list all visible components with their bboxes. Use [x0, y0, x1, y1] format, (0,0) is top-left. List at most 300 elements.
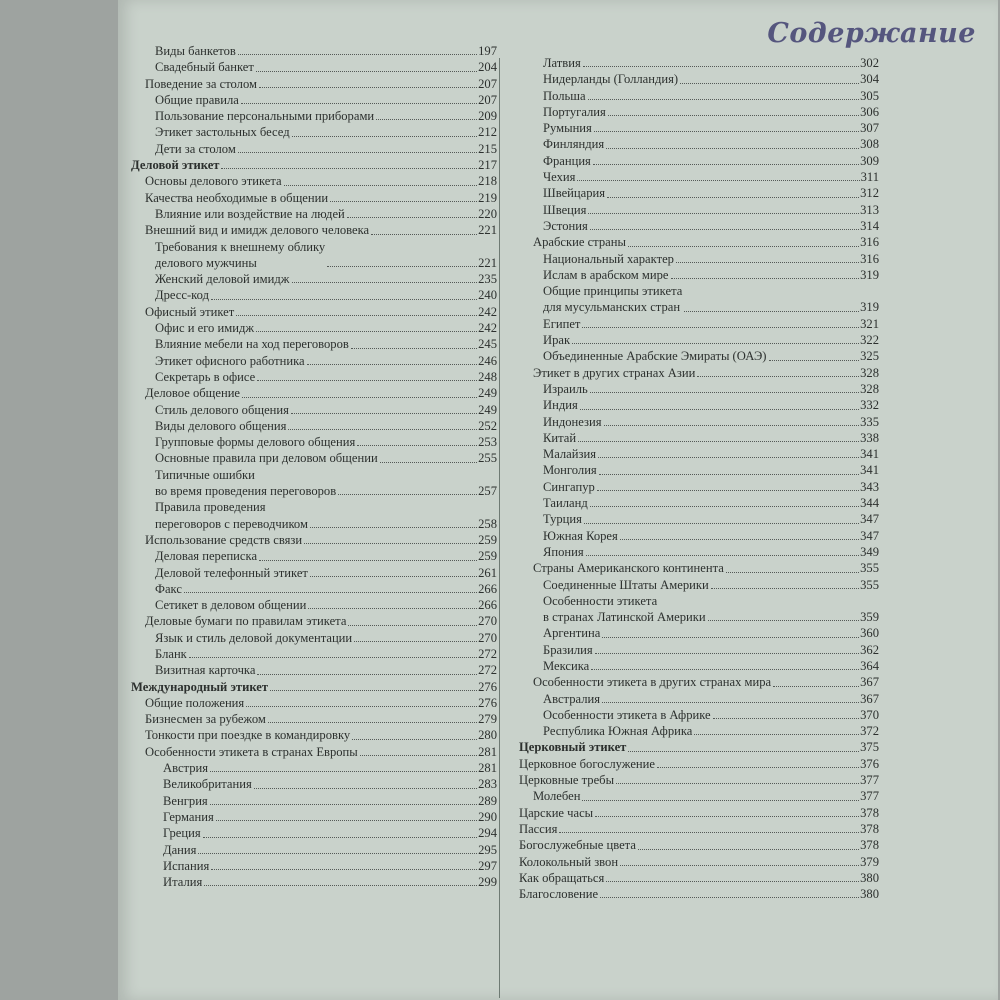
dot-leader: [204, 885, 477, 886]
toc-entry: [519, 218, 879, 234]
toc-entry-title: Офисный этикет: [145, 304, 235, 319]
toc-entry-title: Правила проведения переговоров с переводчиком: [155, 500, 308, 531]
toc-entry: [519, 870, 879, 886]
toc-entry: [519, 723, 879, 739]
toc-entry-title: Богослужебные цвета: [519, 838, 636, 853]
toc-entry-title: Стиль делового общения: [155, 402, 289, 417]
toc-entry: [131, 450, 497, 466]
toc-entry: [519, 136, 879, 152]
toc-entry-page-number: 341: [860, 463, 879, 478]
dot-leader: [628, 246, 859, 247]
dot-leader: [680, 83, 859, 84]
toc-entry-title: Германия: [163, 809, 214, 824]
dot-leader: [184, 592, 477, 593]
toc-entry-title: Групповые формы делового общения: [155, 435, 356, 450]
toc-entry-page-number: 266: [478, 581, 497, 596]
toc-entry-page-number: 259: [478, 549, 497, 564]
dot-leader: [238, 54, 477, 55]
dot-leader: [189, 657, 477, 658]
toc-entry-title: Виды делового общения: [155, 418, 287, 433]
toc-entry-page-number: 328: [860, 381, 879, 396]
dot-leader: [360, 755, 477, 756]
toc-entry: [519, 560, 879, 576]
dot-leader: [595, 816, 859, 817]
toc-entry-title: Офис и его имидж: [155, 321, 255, 336]
dot-leader: [606, 148, 859, 149]
toc-entry-page-number: 347: [860, 528, 879, 543]
toc-entry-page-number: 377: [860, 773, 879, 788]
dot-leader: [268, 722, 477, 723]
toc-entry-title: Особенности этикета в странах Европы: [145, 744, 358, 759]
toc-entry-title: Качества необходимые в общении: [145, 190, 329, 205]
toc-entry-page-number: 242: [478, 321, 497, 336]
toc-entry-title: Виды банкетов: [155, 44, 236, 58]
toc-entry-page-number: 378: [860, 821, 879, 836]
dot-leader: [711, 588, 859, 589]
dot-leader: [288, 429, 477, 430]
toc-entry-title: Греция: [163, 826, 201, 841]
toc-entry-page-number: 316: [860, 235, 879, 250]
toc-entry: [131, 385, 497, 401]
toc-entry: [519, 658, 879, 674]
dot-leader: [292, 282, 478, 283]
toc-entry-page-number: 347: [860, 512, 879, 527]
toc-entry-page-number: 309: [860, 153, 879, 168]
toc-entry-title: Свадебный банкет: [155, 60, 254, 75]
toc-list-left: [131, 43, 497, 890]
toc-entry: [131, 776, 497, 792]
toc-entry-title: Дресс-код: [155, 288, 209, 303]
toc-entry: [519, 593, 879, 626]
toc-entry-title: Этикет застольных бесед: [155, 125, 290, 140]
toc-entry-page-number: 344: [860, 496, 879, 511]
toc-entry-title: Основные правила при деловом общении: [155, 451, 378, 466]
dot-leader: [259, 560, 477, 561]
toc-entry-title: Факс: [155, 581, 182, 596]
toc-entry-page-number: 319: [860, 267, 879, 282]
toc-entry-page-number: 204: [478, 60, 497, 75]
toc-entry: [131, 206, 497, 222]
toc-entry: [519, 495, 879, 511]
toc-entry-title: Латвия: [543, 56, 581, 70]
toc-entry-title: Использование средств связи: [145, 532, 303, 547]
toc-entry-page-number: 245: [478, 337, 497, 352]
toc-entry-page-number: 276: [478, 695, 497, 710]
toc-entry: [519, 691, 879, 707]
toc-entry: [519, 397, 879, 413]
toc-entry-page-number: 221: [478, 255, 497, 270]
toc-entry: [131, 793, 497, 809]
dot-leader: [257, 674, 477, 675]
toc-entry-title: Дания: [163, 842, 197, 857]
dot-leader: [586, 555, 859, 556]
toc-entry-page-number: 304: [860, 72, 879, 87]
toc-entry: [131, 43, 497, 59]
toc-entry: [519, 381, 879, 397]
page-title: Содержание: [767, 18, 976, 49]
toc-entry: [131, 695, 497, 711]
toc-entry-page-number: 219: [478, 190, 497, 205]
toc-entry: [131, 336, 497, 352]
toc-entry-page-number: 207: [478, 76, 497, 91]
toc-entry: [519, 479, 879, 495]
dot-leader: [606, 881, 859, 882]
toc-entry-page-number: 376: [860, 756, 879, 771]
toc-entry-title: Влияние или воздействие на людей: [155, 206, 345, 221]
toc-entry-title: Как обращаться: [519, 870, 605, 885]
toc-entry-title: Эстония: [543, 218, 588, 233]
toc-entry-page-number: 355: [860, 577, 879, 592]
toc-entry-page-number: 332: [860, 398, 879, 413]
toc-entry: [519, 365, 879, 381]
toc-section-heading: [519, 739, 879, 755]
dot-leader: [354, 641, 477, 642]
toc-entry-title: Сингапур: [543, 479, 595, 494]
toc-entry: [131, 613, 497, 629]
dot-leader: [620, 865, 859, 866]
toc-entry-title: Великобритания: [163, 777, 252, 792]
toc-entry-page-number: 294: [478, 826, 497, 841]
toc-entry-page-number: 221: [478, 223, 497, 238]
toc-entry: [131, 581, 497, 597]
toc-entry: [131, 76, 497, 92]
toc-entry-page-number: 248: [478, 369, 497, 384]
toc-entry-title: Деловой телефонный этикет: [155, 565, 308, 580]
toc-entry-title: Церковное богослужение: [519, 756, 655, 771]
dot-leader: [210, 804, 477, 805]
toc-entry-page-number: 220: [478, 206, 497, 221]
toc-entry: [131, 59, 497, 75]
toc-entry-title: Арабские страны: [533, 235, 626, 250]
toc-entry-page-number: 197: [478, 44, 497, 58]
toc-entry-page-number: 321: [860, 316, 879, 331]
toc-entry: [519, 462, 879, 478]
dot-leader: [638, 849, 859, 850]
dot-leader: [380, 462, 477, 463]
dot-leader: [221, 168, 477, 169]
toc-entry: [131, 646, 497, 662]
toc-entry: [519, 430, 879, 446]
toc-entry-page-number: 355: [860, 561, 879, 576]
toc-entry: [131, 597, 497, 613]
toc-entry: [519, 642, 879, 658]
toc-entry: [519, 837, 879, 853]
toc-entry-title: Испания: [163, 858, 210, 873]
toc-entry-page-number: 249: [478, 402, 497, 417]
toc-entry-page-number: 209: [478, 109, 497, 124]
toc-entry-title: Швеция: [543, 202, 587, 217]
toc-entry-title: Китай: [543, 430, 577, 445]
dot-leader: [604, 425, 860, 426]
toc-entry-title: Финляндия: [543, 137, 605, 152]
dot-leader: [292, 136, 477, 137]
toc-entry-page-number: 313: [860, 202, 879, 217]
dot-leader: [591, 669, 859, 670]
dot-leader: [590, 229, 859, 230]
toc-entry-title: Особенности этикета в других странах мира: [533, 675, 772, 690]
toc-entry: [519, 316, 879, 332]
toc-entry-title: Страны Американского континента: [533, 561, 724, 576]
toc-entry: [131, 124, 497, 140]
toc-entry-title: Нидерланды (Голландия): [543, 72, 679, 87]
toc-entry-title: Япония: [543, 544, 584, 559]
dot-leader: [257, 380, 477, 381]
dot-leader: [284, 185, 478, 186]
toc-entry-page-number: 364: [860, 658, 879, 673]
dot-leader: [593, 164, 859, 165]
toc-entry-title: Пользование персональными приборами: [155, 109, 375, 124]
toc-entry: [131, 842, 497, 858]
dot-leader: [357, 445, 477, 446]
toc-entry-page-number: 316: [860, 251, 879, 266]
toc-entry-page-number: 360: [860, 626, 879, 641]
toc-entry-page-number: 207: [478, 92, 497, 107]
toc-entry: [519, 674, 879, 690]
toc-entry-title: Церковный этикет: [519, 740, 627, 755]
toc-entry-title: Национальный характер: [543, 251, 674, 266]
dot-leader: [599, 474, 859, 475]
toc-entry: [519, 169, 879, 185]
toc-entry-page-number: 377: [860, 789, 879, 804]
toc-entry: [131, 190, 497, 206]
toc-entry: [131, 825, 497, 841]
toc-entry-title: Международный этикет: [131, 679, 269, 694]
toc-entry-title: Молебен: [533, 789, 581, 804]
book-page: [118, 0, 998, 1000]
dot-leader: [600, 897, 859, 898]
dot-leader: [371, 234, 477, 235]
toc-entry: [519, 511, 879, 527]
toc-left-column: [131, 43, 497, 890]
dot-leader: [580, 409, 859, 410]
toc-entry-title: Таиланд: [543, 496, 588, 511]
toc-entry-title: Деловое общение: [145, 386, 241, 401]
dot-leader: [582, 800, 859, 801]
dot-leader: [338, 494, 477, 495]
dot-leader: [595, 653, 859, 654]
toc-entry-title: Благословение: [519, 887, 599, 902]
toc-entry-title: Ирак: [543, 333, 571, 348]
toc-entry: [131, 727, 497, 743]
dot-leader: [376, 119, 477, 120]
toc-entry: [519, 153, 879, 169]
toc-entry-title: Италия: [163, 875, 203, 890]
toc-entry-title: Общие положения: [145, 695, 245, 710]
toc-entry-page-number: 325: [860, 349, 879, 364]
toc-entry-page-number: 270: [478, 614, 497, 629]
toc-entry: [131, 499, 497, 532]
toc-entry-title: Деловой этикет: [131, 158, 220, 173]
toc-entry-title: Царские часы: [519, 805, 594, 820]
toc-entry: [131, 92, 497, 108]
toc-entry: [131, 711, 497, 727]
toc-section-heading: [131, 157, 497, 173]
toc-entry-title: Румыния: [543, 121, 592, 136]
toc-entry: [519, 332, 879, 348]
toc-entry-title: Бизнесмен за рубежом: [145, 712, 266, 727]
column-divider: [499, 58, 500, 998]
toc-entry-page-number: 341: [860, 447, 879, 462]
toc-entry: [519, 71, 879, 87]
toc-entry-title: Бразилия: [543, 642, 593, 657]
dot-leader: [304, 543, 477, 544]
toc-section-heading: [131, 679, 497, 695]
toc-entry: [131, 108, 497, 124]
toc-entry: [131, 239, 497, 272]
dot-leader: [210, 771, 477, 772]
toc-entry-page-number: 343: [860, 479, 879, 494]
toc-entry-page-number: 297: [478, 858, 497, 873]
dot-leader: [602, 637, 859, 638]
toc-entry-title: Соединенные Штаты Америки: [543, 577, 709, 592]
dot-leader: [694, 734, 859, 735]
dot-leader: [330, 201, 477, 202]
toc-entry-page-number: 378: [860, 838, 879, 853]
toc-entry-title: Особенности этикета в Африке: [543, 707, 711, 722]
toc-entry: [131, 630, 497, 646]
dot-leader: [713, 718, 859, 719]
toc-entry-page-number: 235: [478, 272, 497, 287]
toc-entry-page-number: 280: [478, 728, 497, 743]
dot-leader: [348, 625, 477, 626]
toc-entry: [131, 565, 497, 581]
toc-entry-title: Тонкости при поездке в командировку: [145, 728, 351, 743]
toc-entry-title: Турция: [543, 512, 582, 527]
toc-entry-page-number: 290: [478, 809, 497, 824]
toc-entry-title: Египет: [543, 316, 581, 331]
dot-leader: [582, 327, 859, 328]
toc-entry-title: Типичные ошибки во время проведения переговоров: [155, 467, 337, 499]
toc-entry-page-number: 372: [860, 724, 879, 739]
toc-entry-page-number: 242: [478, 304, 497, 319]
dot-leader: [620, 539, 859, 540]
toc-entry: [519, 577, 879, 593]
dot-leader: [697, 376, 859, 377]
dot-leader: [256, 71, 477, 72]
toc-entry-page-number: 258: [478, 516, 497, 531]
toc-entry: [131, 467, 497, 500]
toc-entry: [519, 544, 879, 560]
toc-entry-title: Этикет офисного работника: [155, 353, 305, 368]
toc-entry: [131, 287, 497, 303]
toc-entry-title: Швейцария: [543, 186, 606, 201]
toc-entry-page-number: 359: [860, 610, 879, 625]
toc-entry: [519, 348, 879, 364]
toc-entry: [131, 320, 497, 336]
dot-leader: [597, 490, 859, 491]
toc-list-right: [519, 55, 879, 902]
toc-entry-title: Влияние мебели на ход переговоров: [155, 337, 349, 352]
dot-leader: [270, 690, 477, 691]
dot-leader: [347, 217, 477, 218]
toc-entry-page-number: 375: [860, 740, 879, 755]
toc-entry-page-number: 255: [478, 451, 497, 466]
dot-leader: [198, 853, 477, 854]
toc-entry-title: Секретарь в офисе: [155, 369, 256, 384]
toc-entry: [131, 222, 497, 238]
dot-leader: [310, 527, 477, 528]
toc-entry: [131, 874, 497, 890]
toc-entry-title: Франция: [543, 153, 591, 168]
toc-entry-page-number: 314: [860, 218, 879, 233]
toc-entry: [131, 809, 497, 825]
toc-entry: [519, 414, 879, 430]
toc-entry: [519, 821, 879, 837]
toc-entry-title: Общие принципы этикета для мусульманских стран: [543, 284, 683, 315]
toc-entry-title: Бланк: [155, 646, 187, 661]
toc-entry-title: Поведение за столом: [145, 76, 257, 91]
toc-entry: [519, 528, 879, 544]
dot-leader: [598, 457, 859, 458]
toc-entry-title: Австрия: [163, 761, 209, 776]
toc-entry-page-number: 378: [860, 805, 879, 820]
toc-entry-title: Польша: [543, 88, 586, 103]
toc-entry-title: Монголия: [543, 463, 597, 478]
toc-entry: [131, 760, 497, 776]
toc-entry-page-number: 305: [860, 88, 879, 103]
toc-entry-page-number: 272: [478, 663, 497, 678]
toc-entry-page-number: 281: [478, 744, 497, 759]
toc-entry-page-number: 302: [860, 56, 879, 70]
toc-entry-title: Дети за столом: [155, 141, 236, 156]
toc-entry: [519, 185, 879, 201]
toc-entry-title: Израиль: [543, 381, 588, 396]
dot-leader: [559, 832, 859, 833]
toc-entry-title: Деловые бумаги по правилам этикета: [145, 614, 347, 629]
toc-entry-page-number: 281: [478, 761, 497, 776]
toc-entry-title: Ислам в арабском мире: [543, 267, 669, 282]
toc-entry-page-number: 270: [478, 630, 497, 645]
toc-entry-page-number: 279: [478, 712, 497, 727]
dot-leader: [310, 576, 477, 577]
toc-entry-page-number: 259: [478, 532, 497, 547]
toc-right-column: [519, 55, 879, 902]
dot-leader: [203, 837, 477, 838]
toc-entry-page-number: 266: [478, 598, 497, 613]
toc-entry-page-number: 328: [860, 365, 879, 380]
toc-entry-title: Сетикет в деловом общении: [155, 598, 307, 613]
toc-entry: [519, 202, 879, 218]
dot-leader: [242, 397, 477, 398]
dot-leader: [291, 413, 477, 414]
toc-entry-title: Индонезия: [543, 414, 602, 429]
dot-leader: [307, 364, 477, 365]
toc-entry-page-number: 299: [478, 875, 497, 890]
toc-entry: [131, 141, 497, 157]
toc-entry-title: Колокольный звон: [519, 854, 619, 869]
dot-leader: [308, 608, 477, 609]
dot-leader: [726, 572, 859, 573]
toc-entry-title: Чехия: [543, 170, 576, 185]
dot-leader: [588, 213, 859, 214]
toc-entry-page-number: 308: [860, 137, 879, 152]
toc-entry: [131, 271, 497, 287]
toc-entry-page-number: 253: [478, 435, 497, 450]
toc-entry: [519, 772, 879, 788]
toc-entry-page-number: 257: [478, 484, 497, 499]
toc-entry-title: Этикет в других странах Азии: [533, 365, 696, 380]
dot-leader: [246, 706, 477, 707]
toc-entry: [131, 662, 497, 678]
toc-entry-title: Португалия: [543, 104, 606, 119]
dot-leader: [578, 441, 859, 442]
toc-entry-title: Республика Южная Африка: [543, 724, 693, 739]
toc-entry-page-number: 379: [860, 854, 879, 869]
toc-entry-title: Австралия: [543, 691, 601, 706]
toc-entry-page-number: 319: [860, 300, 879, 315]
dot-leader: [769, 360, 860, 361]
dot-leader: [351, 348, 477, 349]
